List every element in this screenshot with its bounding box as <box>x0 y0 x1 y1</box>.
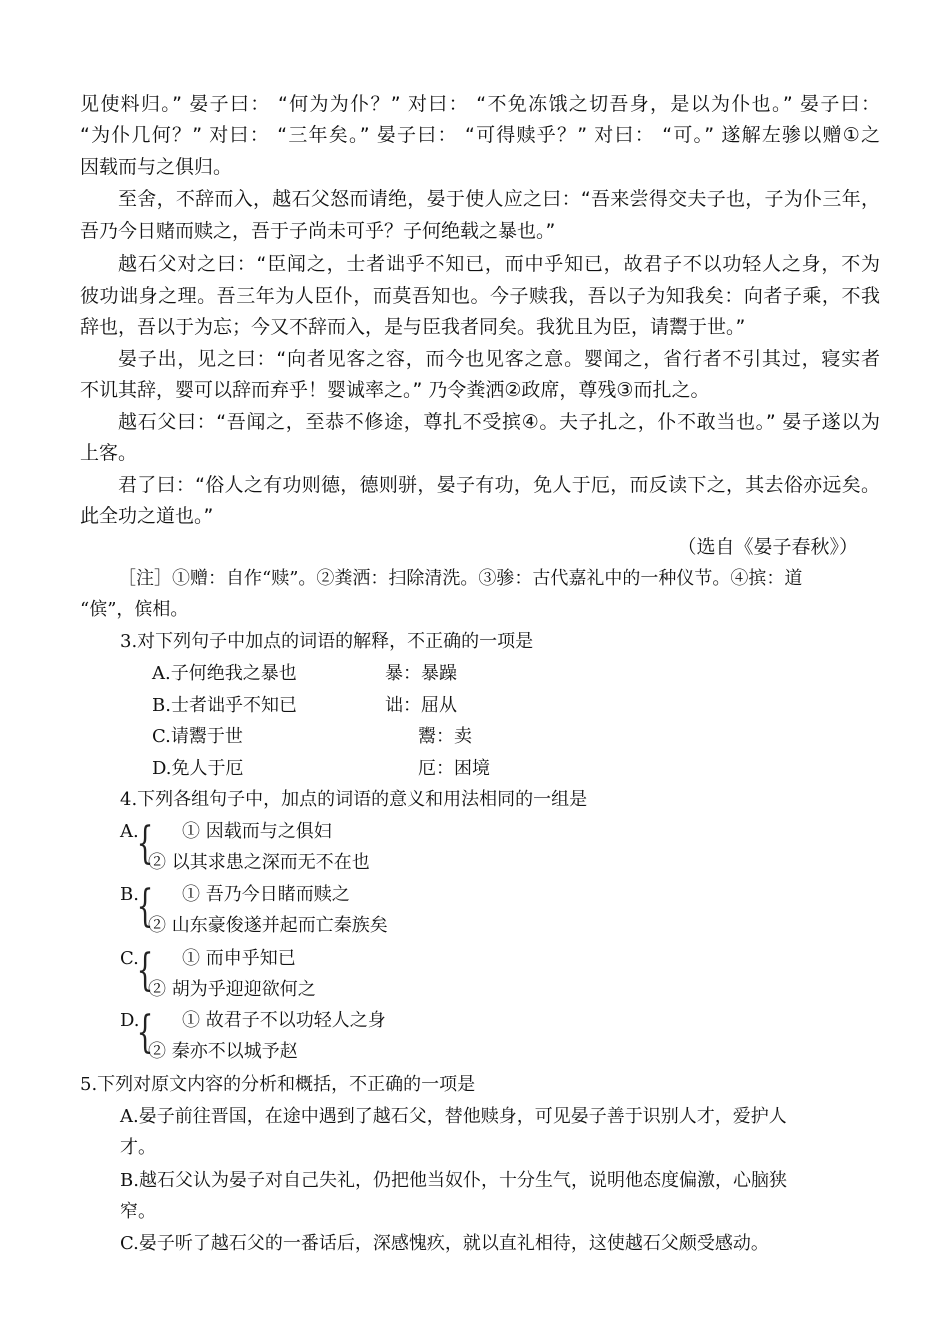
question-4-sentence-1: ① 而申乎知已 <box>182 948 296 969</box>
question-4-stem: 4.下列各组句子中，加点的词语的意义和用法相同的一组是 <box>120 789 588 810</box>
question-4-option-label: B. <box>120 884 139 905</box>
brace-icon: { <box>136 818 154 869</box>
passage-line: 上客。 <box>80 442 138 464</box>
brace-icon: { <box>136 945 154 996</box>
question-3-gloss: 鬻：卖 <box>418 726 472 747</box>
passage-line: 彼功诎身之理。吾三年为人臣仆，而莫吾知也。今子赎我，吾以子为知我矣：向者子乘，不我 <box>80 285 880 307</box>
question-5-option-line: 窄。 <box>120 1201 156 1222</box>
question-3-option: D.免人于厄 <box>152 758 244 779</box>
passage-line: 辞也，吾以于为忘；今又不辞而入，是与臣我者同矣。我犹且为臣，请鬻于世。” <box>80 316 746 338</box>
passage-line: “为仆几何？” 对曰： “三年矣。” 晏子曰： “可得赎乎？” 对曰： “可。” 遂解左骖以赠①之 <box>80 124 880 146</box>
question-5-option-line: C.晏子听了越石父的一番话后，深感愧疚，就以直礼相待，这使越石父颇受感动。 <box>120 1233 769 1254</box>
question-4-option-label: A. <box>120 821 139 842</box>
question-3-gloss: 厄：困境 <box>418 758 490 779</box>
passage-line: 不讥其辞，婴可以辞而弃乎！婴诚率之。” 乃令粪洒②政席，尊残③而扎之。 <box>80 379 710 401</box>
passage-line: 越石父对之曰：“臣闻之，士者诎乎不知已，而中乎知已，故君子不以功轻人之身，不为 <box>118 253 880 275</box>
passage-line: 因载而与之俱归。 <box>80 156 233 178</box>
question-3-option: A.子何绝我之暴也 <box>152 663 297 684</box>
brace-icon: { <box>136 1007 154 1058</box>
question-3-stem: 3.对下列句子中加点的词语的解释，不正确的一项是 <box>120 631 534 652</box>
passage-line: 越石父曰：“吾闻之，至恭不修途，尊扎不受摈④。夫子扎之，仆不敢当也。” 晏子遂以为 <box>118 411 880 433</box>
brace-icon: { <box>136 881 154 932</box>
question-4-sentence-2: ② 山东豪俊遂并起而亡秦族矣 <box>148 915 388 936</box>
question-4-option-label: D. <box>120 1010 140 1031</box>
passage-line: 君了曰：“俗人之有功则德，德则骈，晏子有功，免人于厄，而反读下之，其去俗亦远矣。 <box>118 474 880 496</box>
footnote-line: “傧”，傧相。 <box>80 599 189 620</box>
passage-line: 此全功之道也。” <box>80 505 214 527</box>
question-4-sentence-1: ① 吾乃今日睹而赎之 <box>182 884 350 905</box>
question-4-sentence-1: ① 因载而与之俱妇 <box>182 821 332 842</box>
passage-line: 至舍，不辞而入，越石父怒而请绝，晏于使人应之曰：“吾来尝得交夫子也，子为仆三年， <box>118 188 880 210</box>
question-4-option-label: C. <box>120 948 139 969</box>
question-5-option-line: 才。 <box>120 1137 156 1158</box>
question-4-sentence-1: ① 故君子不以功轻人之身 <box>182 1010 386 1031</box>
question-5-stem: 5.下列对原文内容的分析和概括，不正确的一项是 <box>80 1074 476 1095</box>
question-3-gloss: 暴：暴躁 <box>385 663 457 684</box>
question-3-option: C.请鬻于世 <box>152 726 243 747</box>
passage-line: 见使料归。” 晏子曰： “何为为仆？” 对曰： “不免冻饿之切吾身，是以为仆也。” 晏子曰： <box>80 93 880 115</box>
question-4-sentence-2: ② 胡为乎迎迎欲何之 <box>148 979 316 1000</box>
passage-line: 晏子出，见之曰：“向者见客之容，而今也见客之意。婴闻之，省行者不引其过，寝实者 <box>118 348 880 370</box>
question-3-gloss: 诎：屈从 <box>385 695 457 716</box>
question-5-option-line: B.越石父认为晏子对自己失礼，仍把他当奴仆，十分生气，说明他态度偏激，心脑狭 <box>120 1170 787 1191</box>
footnote-line: ［注］①赠：自作“赎”。②粪洒：扫除清洗。③骖：古代嘉礼中的一种仪节。④摈：道 <box>118 568 803 589</box>
source-citation: （选自《晏子春秋》） <box>677 536 858 558</box>
question-5-option-line: A.晏子前往晋国，在途中遇到了越石父，替他赎身，可见晏子善于识别人才，爱护人 <box>120 1106 787 1127</box>
question-3-option: B.士者诎乎不知已 <box>152 695 297 716</box>
passage-line: 吾乃今日赌而赎之，吾于子尚未可乎？子何绝载之暴也。” <box>80 220 556 242</box>
question-4-sentence-2: ② 以其求患之深而无不在也 <box>148 852 370 873</box>
question-4-sentence-2: ② 秦亦不以城予赵 <box>148 1041 298 1062</box>
